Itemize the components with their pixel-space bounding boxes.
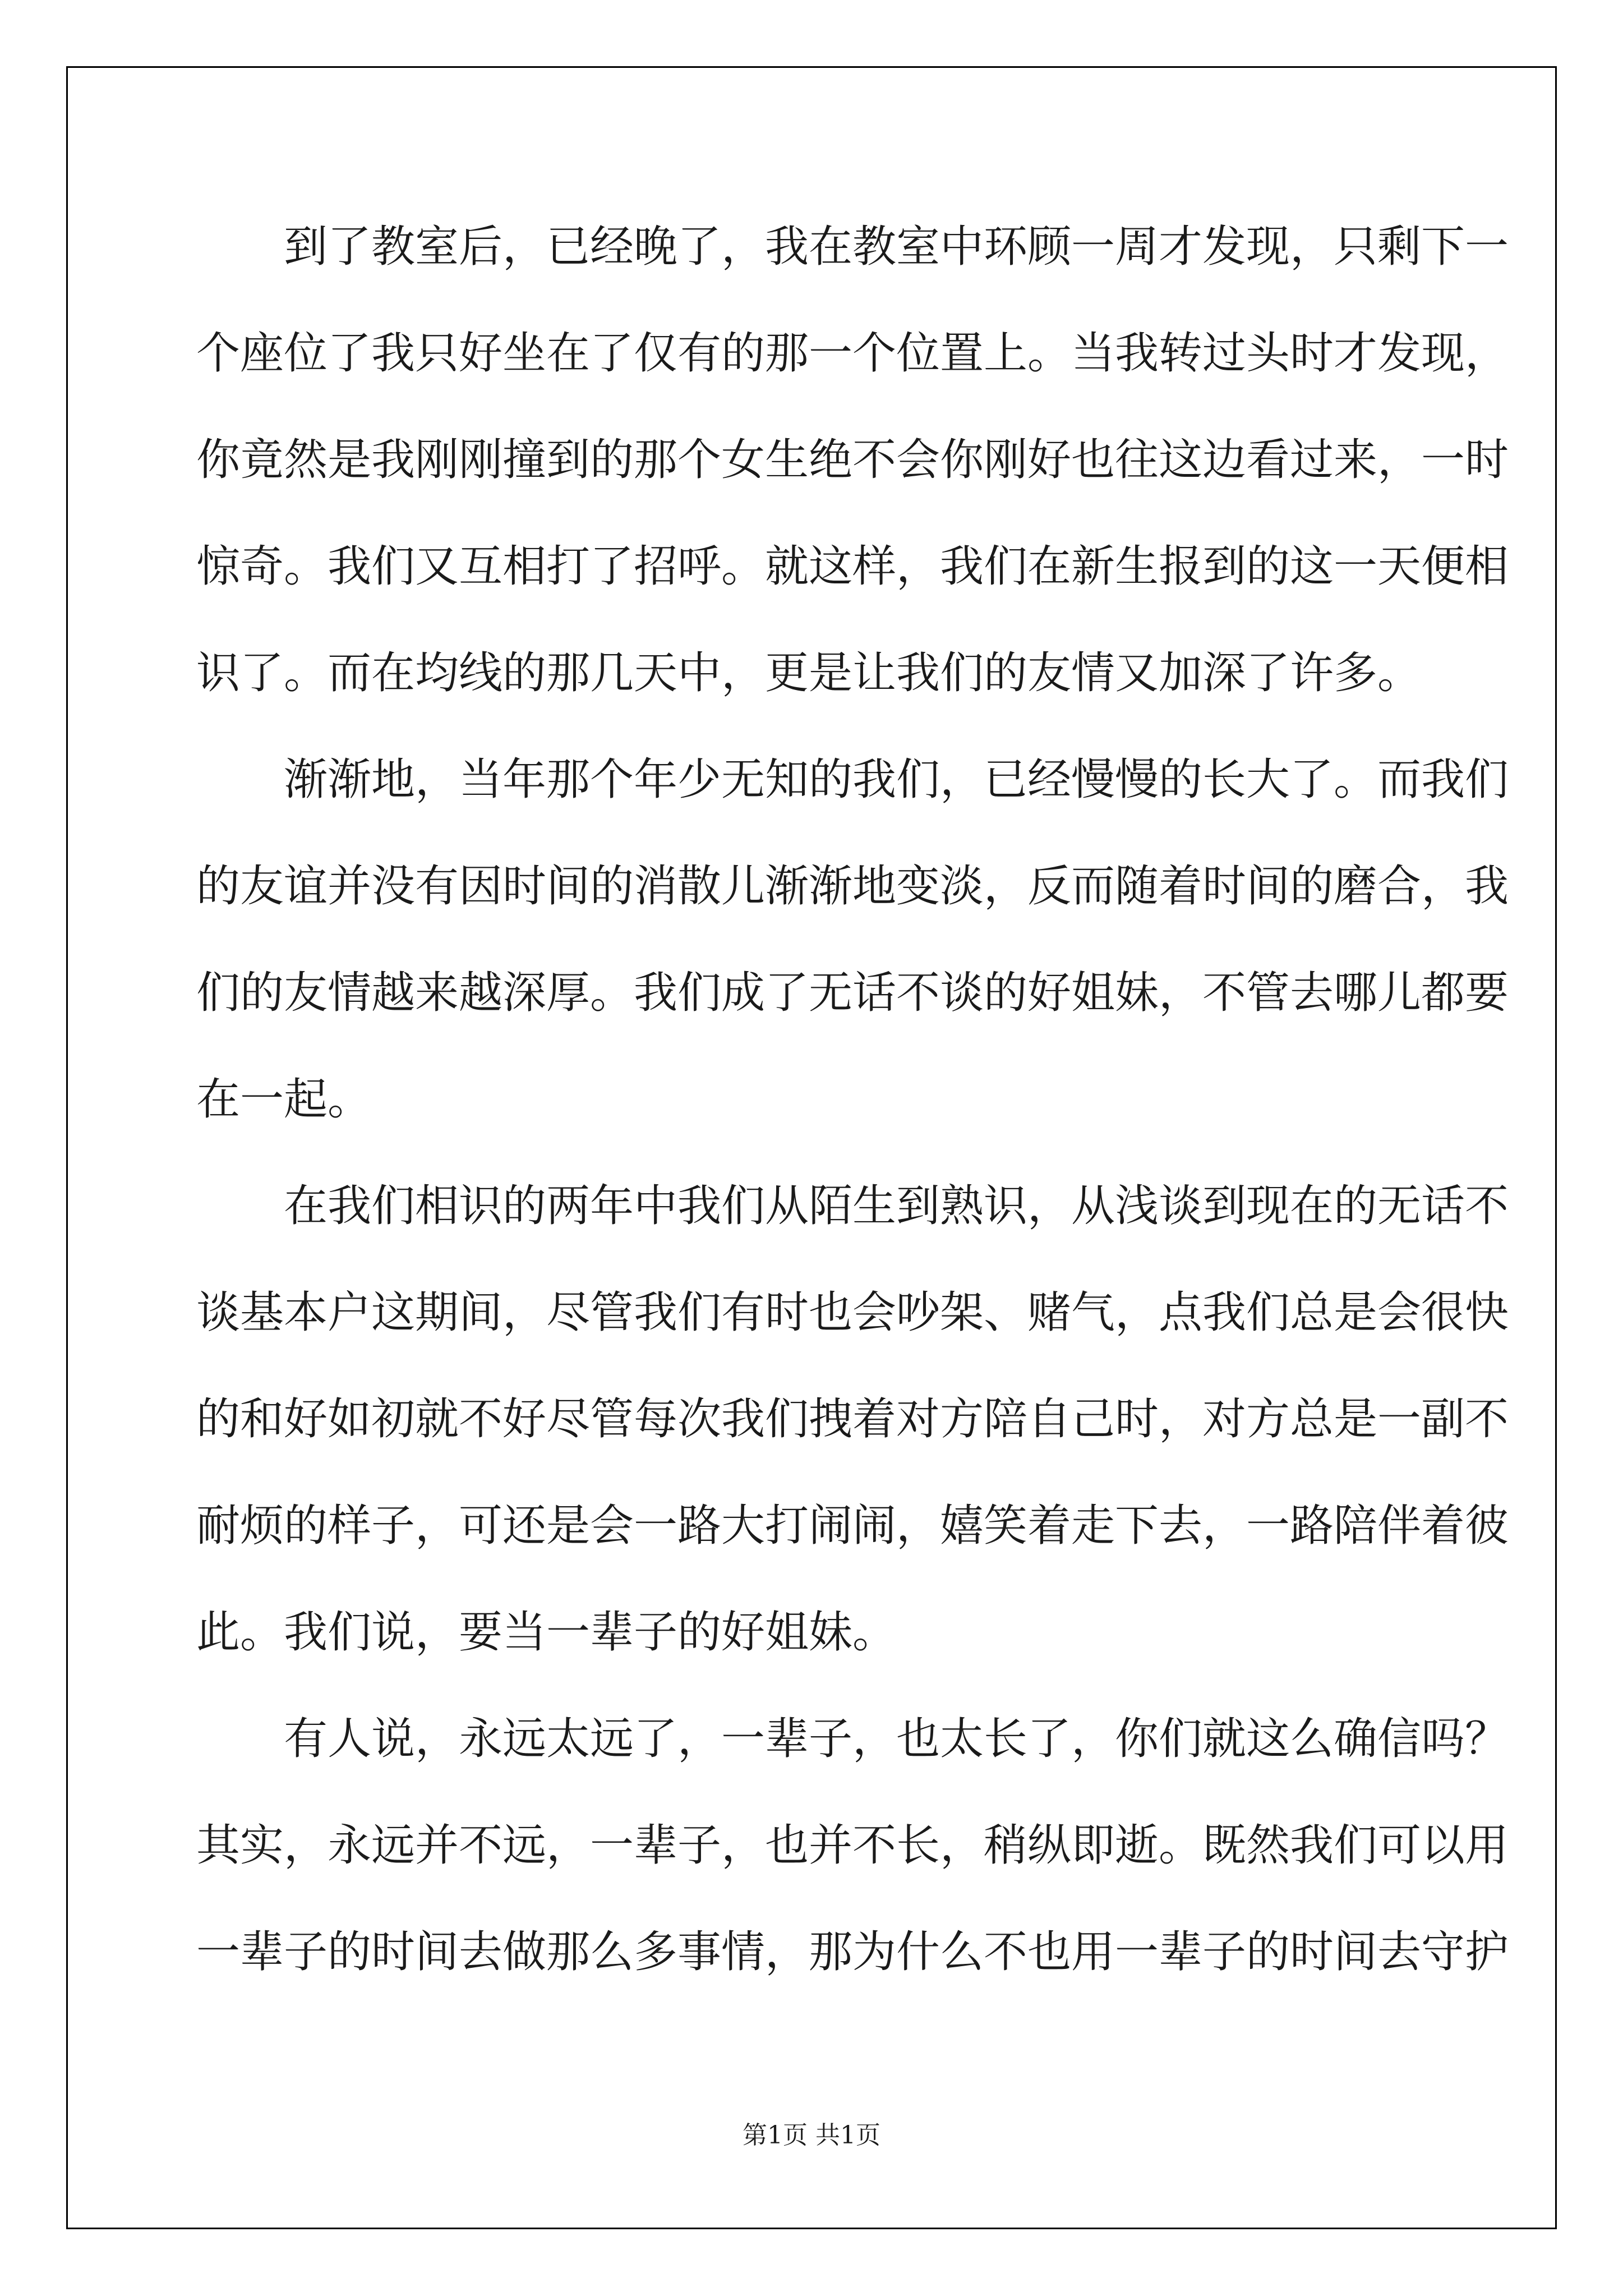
paragraph-line: 你竟然是我刚刚撞到的那个女生绝不会你刚好也往这边看过来，一时 [196,435,1509,485]
page-footer: 第1页 共1页 [743,2121,880,2150]
paragraph-line: 个座位了我只好坐在了仅有的那一个位置上。当我转过头时才发现， [196,328,1509,379]
paragraph-line: 谈基本户这期间，尽管我们有时也会吵架、赌气，点我们总是会很快 [196,1287,1509,1338]
paragraph-line: 在一起。 [196,1074,372,1125]
paragraph-line: 们的友情越来越深厚。我们成了无话不谈的好姐妹，不管去哪儿都要 [196,968,1509,1018]
paragraph-line: 一辈子的时间去做那么多事情，那为什么不也用一辈子的时间去守护 [196,1927,1509,1977]
paragraph-line: 惊奇。我们又互相打了招呼。就这样，我们在新生报到的这一天便相 [196,541,1509,592]
paragraph-line: 在我们相识的两年中我们从陌生到熟识，从浅谈到现在的无话不 [284,1181,1509,1231]
paragraph-line: 渐渐地，当年那个年少无知的我们，已经慢慢的长大了。而我们 [284,754,1509,805]
paragraph-line: 识了。而在均线的那几天中，更是让我们的友情又加深了许多。 [196,648,1422,698]
paragraph-line: 的和好如初就不好尽管每次我们拽着对方陪自己时，对方总是一副不 [196,1394,1509,1444]
paragraph-line: 其实，永远并不远，一辈子，也并不长，稍纵即逝。既然我们可以用 [196,1820,1509,1871]
paragraph-line: 有人说，永远太远了，一辈子，也太长了，你们就这么确信吗？ [284,1714,1509,1764]
page-border [66,66,1557,2229]
paragraph-line: 此。我们说，要当一辈子的好姐妹。 [196,1607,897,1658]
paragraph-line: 的友谊并没有因时间的消散儿渐渐地变淡，反而随着时间的磨合，我 [196,861,1509,912]
paragraph-line: 到了教室后，已经晚了，我在教室中环顾一周才发现，只剩下一 [284,222,1509,272]
paragraph-line: 耐烦的样子，可还是会一路大打闹闹，嬉笑着走下去，一路陪伴着彼 [196,1501,1509,1551]
